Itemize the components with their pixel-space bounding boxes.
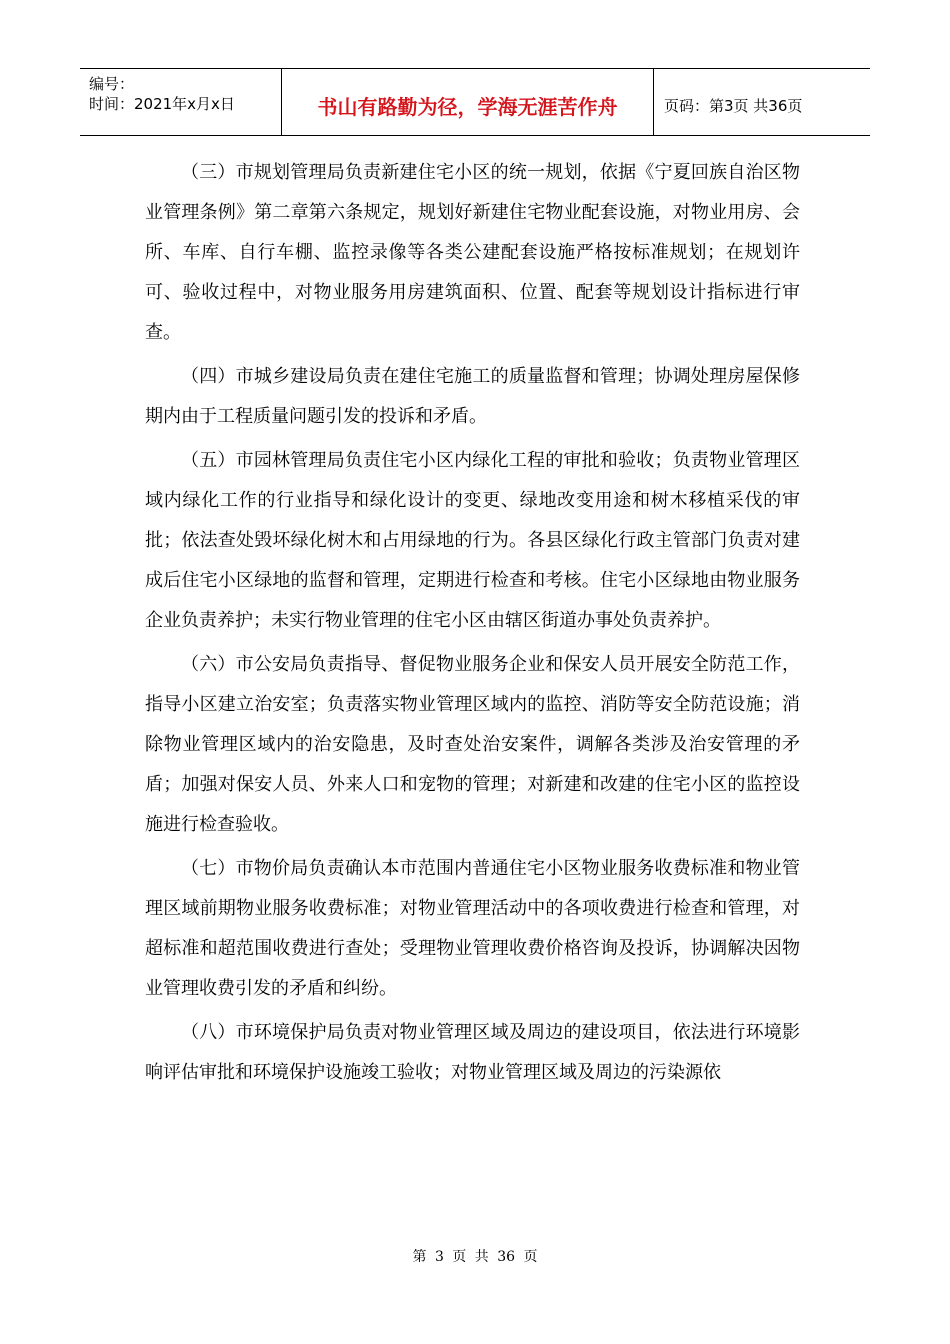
header-meta-cell — [80, 69, 282, 135]
document-body — [145, 153, 800, 1097]
header-motto: 书山有路勤为径，学海无涯苦作舟 — [282, 69, 654, 135]
doc-date-label: 时间：2021年x月x日 — [89, 95, 235, 113]
paragraph-8: （八）市环境保护局负责对物业管理区域及周边的建设项目，依法进行环境影响评估审批和环境保护设施竣工验收；对物业管理区域及周边的污染源依 — [145, 1022, 800, 1083]
paragraph-6: （六）市公安局负责指导、督促物业服务企业和保安人员开展安全防范工作，指导小区建立治安室；负责落实物业管理区域内的监控、消防等安全防范设施；消除物业管理区域内的治安隐患，及时查处治安案件，调解各类涉及治安管理的矛盾；加强对保安人员、外来人口和宠物的管理；对新建和改建的住宅小区的监控设施进行检查验收。 — [145, 654, 800, 835]
paragraph-7: （七）市物价局负责确认本市范围内普通住宅小区物业服务收费标准和物业管理区域前期物业服务收费标准；对物业管理活动中的各项收费进行检查和管理，对超标准和超范围收费进行查处；受理物业管理收费价格咨询及投诉，协调解决因物业管理收费引发的矛盾和纠纷。 — [145, 858, 800, 999]
page-header — [80, 68, 870, 136]
header-page-number: 页码：第3页 共36页 — [664, 96, 803, 115]
paragraph-3: （三）市规划管理局负责新建住宅小区的统一规划，依据《宁夏回族自治区物业管理条例》第二章第六条规定，规划好新建住宅物业配套设施，对物业用房、会所、车库、自行车棚、监控录像等各类公建配套设施严格按标准规划；在规划许可、验收过程中，对物业服务用房建筑面积、位置、配套等规划设计指标进行审查。 — [145, 162, 800, 343]
paragraph-4: （四）市城乡建设局负责在建住宅施工的质量监督和管理；协调处理房屋保修期内由于工程质量问题引发的投诉和矛盾。 — [145, 366, 800, 427]
doc-number-label: 编号： — [89, 75, 135, 93]
page-footer: 第 3 页 共 36 页 — [412, 1249, 538, 1265]
paragraph-5: （五）市园林管理局负责住宅小区内绿化工程的审批和验收；负责物业管理区域内绿化工作的行业指导和绿化设计的变更、绿地改变用途和树木移植采伐的审批；依法查处毁坏绿化树木和占用绿地的行为。各县区绿化行政主管部门负责对建成后住宅小区绿地的监督和管理，定期进行检查和考核。住宅小区绿地由物业服务企业负责养护；未实行物业管理的住宅小区由辖区街道办事处负责养护。 — [145, 450, 800, 631]
